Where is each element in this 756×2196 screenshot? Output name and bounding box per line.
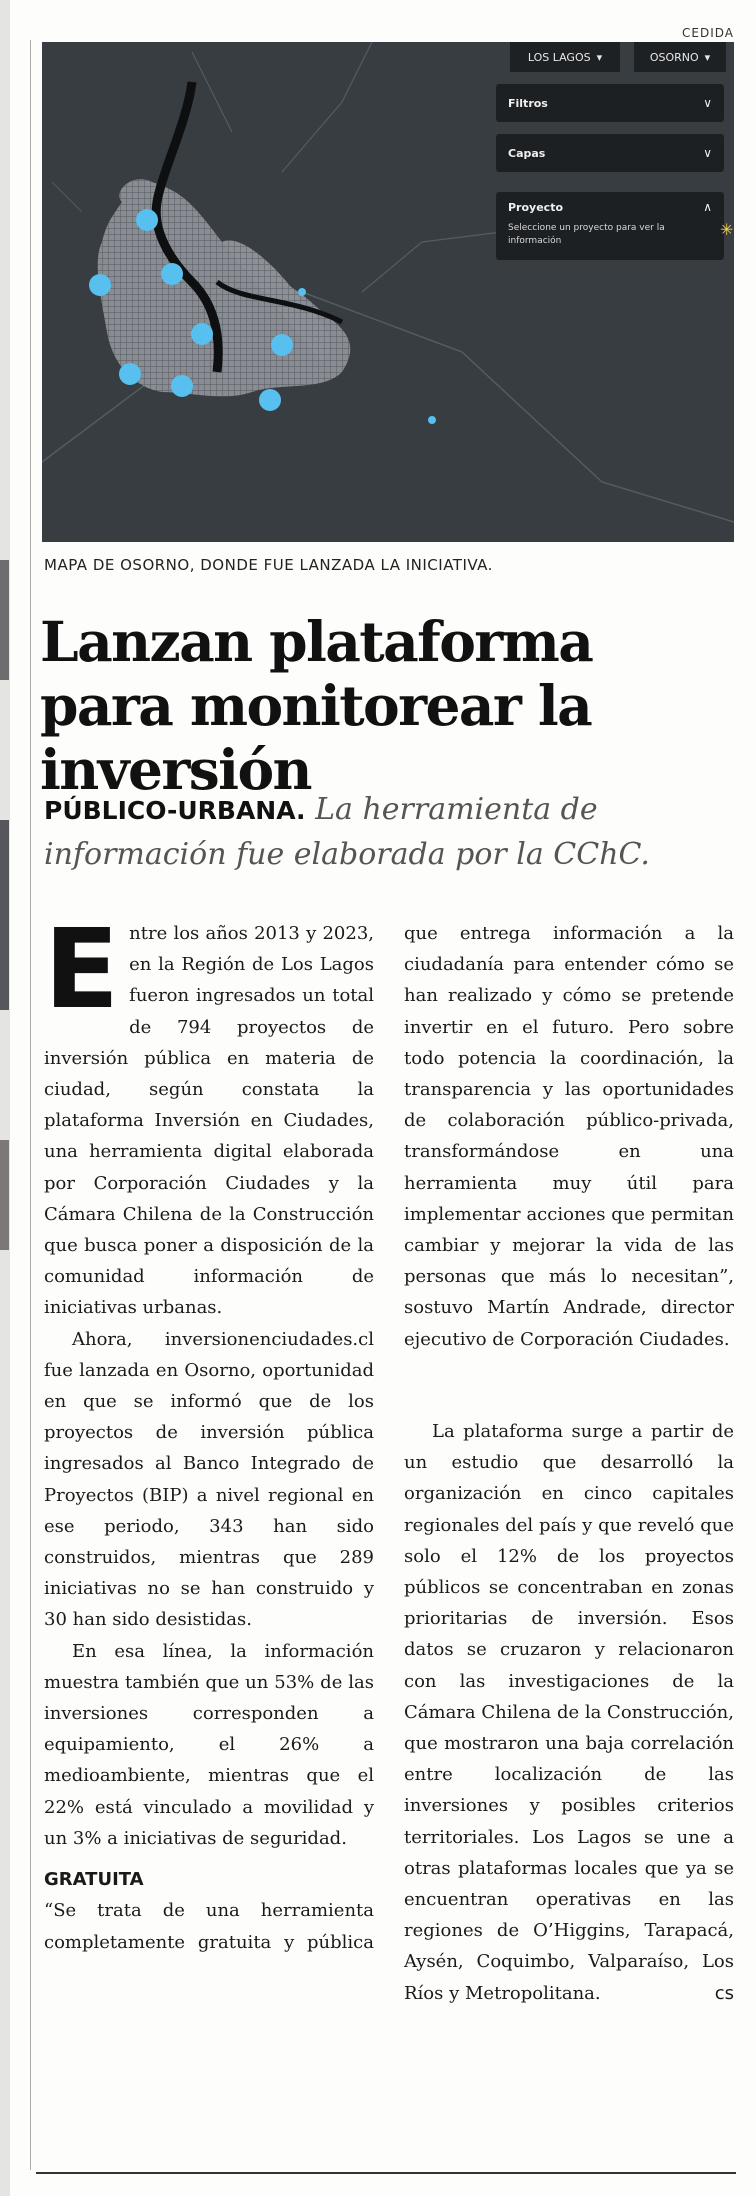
photo-caption: MAPA DE OSORNO, DONDE FUE LANZADA LA INICIATIVA. xyxy=(44,556,493,574)
region-select-label: LOS LAGOS xyxy=(527,50,591,64)
project-message: Seleccione un proyecto para ver la información xyxy=(508,223,665,246)
bottom-rule xyxy=(36,2172,736,2174)
paragraph-1-text: ntre los años 2013 y 2023, en la Región de Los Lagos fueron ingresados un total de 794 proyectos de inversión pública en materia de ciudad, según constata la plataforma Inversión en Ciudades, una herramienta digital elaborada por Corporación Ciudades y la Cámara Chilena de la Construcción que busca poner a disposición de la comunidad información de iniciativas urbanas. xyxy=(44,923,374,1319)
project-marker[interactable] xyxy=(89,274,111,296)
project-marker[interactable] xyxy=(298,288,306,296)
column-divider xyxy=(30,40,31,2170)
project-marker[interactable] xyxy=(259,389,281,411)
end-mark: cs xyxy=(714,1982,734,2004)
article-column-1 xyxy=(44,905,374,1961)
paragraph-4-continued xyxy=(404,918,734,1416)
section-heading: GRATUITA xyxy=(44,1869,144,1891)
project-marker[interactable] xyxy=(428,416,436,424)
project-marker[interactable] xyxy=(119,363,141,385)
chevron-up-icon: ∧ xyxy=(703,200,712,214)
headline: Lanzan plataforma para monitorear la inversión xyxy=(40,609,593,802)
chevron-down-icon: ∨ xyxy=(703,96,712,110)
paragraph-5 xyxy=(404,1416,734,2009)
paragraph-3: En esa línea, la información muestra también que un 53% de las inversiones corresponden a equipamiento, el 26% a medioambiente, mientras que el 22% está vinculado a movilidad y un 3% a iniciativas de seguridad. xyxy=(44,1640,374,1849)
project-marker[interactable] xyxy=(171,375,193,397)
city-select[interactable] xyxy=(634,42,726,72)
project-marker[interactable] xyxy=(271,334,293,356)
filters-panel[interactable] xyxy=(496,84,724,122)
photo-credit: CEDIDA xyxy=(682,26,734,40)
sun-icon: ✳ xyxy=(720,220,734,239)
article-column-2 xyxy=(404,918,734,2009)
dropcap: E xyxy=(44,905,120,1033)
adjacent-photo-strip xyxy=(0,560,9,680)
adjacent-photo-strip xyxy=(0,820,9,1010)
caret-down-icon: ▾ xyxy=(596,50,603,64)
map-screenshot xyxy=(42,42,734,542)
project-marker[interactable] xyxy=(191,323,213,345)
project-label: Proyecto xyxy=(508,200,564,214)
project-marker[interactable] xyxy=(136,209,158,231)
filters-label: Filtros xyxy=(508,96,548,110)
adjacent-photo-strip xyxy=(0,1140,9,1250)
subheadline xyxy=(44,788,740,877)
adjacent-page-edge xyxy=(0,0,10,2196)
paragraph-5-text: La plataforma surge a partir de un estudio que desarrolló la organización en cinco capitales regionales del país y que reveló que solo el 12% de los proyectos públicos se concentraban en zonas prioritarias de inversión. Esos datos se cruzaron y relacionaron con las investigaciones de la Cámara Chilena de la Construcción, que mostraron una baja correlación entre localización de las inversiones y posibles criterios territoriales. Los Lagos se une a otras plataformas locales que ya se encuentran operativas en las regiones de O’Higgins, Tarapacá, Aysén, Coquimbo, Valparaíso, Los Ríos y Metropolitana. xyxy=(404,1421,734,2004)
caret-down-icon: ▾ xyxy=(704,50,711,64)
region-select[interactable] xyxy=(510,42,620,72)
kicker: PÚBLICO-URBANA. xyxy=(44,796,306,825)
project-panel[interactable] xyxy=(496,192,724,260)
paragraph-4: “Se trata de una herramienta completamente gratuita y pública xyxy=(44,1900,374,1953)
layers-panel[interactable] xyxy=(496,134,724,172)
deck: La herramienta de información fue elaborada por la CChC. xyxy=(44,792,650,872)
chevron-down-icon: ∨ xyxy=(703,146,712,160)
project-marker[interactable] xyxy=(161,263,183,285)
city-select-label: OSORNO xyxy=(649,50,699,64)
paragraph-4-text: que entrega información a la ciudadanía para entender cómo se han realizado y cómo se pretende invertir en el futuro. Pero sobre todo potencia la coordinación, la transparencia y las oportunidades de colaboración público-privada, transformándose en una herramienta muy útil para implementar acciones que permitan cambiar y mejorar la vida de las personas que más lo necesitan”, sostuvo Martín Andrade, director ejecutivo de Corporación Ciudades. xyxy=(404,923,734,1350)
paragraph-2: Ahora, inversionenciudades.cl fue lanzada en Osorno, oportunidad en que se informó que de los proyectos de inversión pública ingresados al Banco Integrado de Proyectos (BIP) a nivel regional en ese periodo, 343 han sido construidos, mientras que 289 iniciativas no se han construido y 30 han sido desistidas. xyxy=(44,1328,374,1631)
layers-label: Capas xyxy=(508,146,546,160)
paragraph-1 xyxy=(44,905,374,1324)
